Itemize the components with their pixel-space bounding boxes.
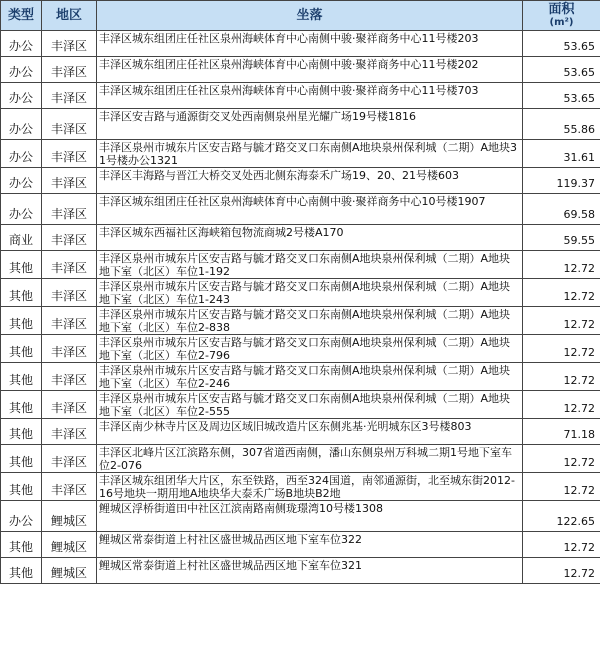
table-row [1, 532, 600, 558]
cell-type: 其他 [1, 473, 42, 501]
cell-area: 12.72 [523, 279, 600, 307]
cell-type: 办公 [1, 57, 42, 83]
cell-area: 119.37 [523, 168, 600, 194]
cell-location: 丰泽区城东组团庄任社区泉州海峡体育中心南侧中骏·聚祥商务中心10号楼1907 [97, 194, 523, 225]
cell-area: 12.72 [523, 363, 600, 391]
cell-area: 69.58 [523, 194, 600, 225]
cell-district: 鲤城区 [42, 501, 97, 532]
cell-location: 丰泽区城东组团庄任社区泉州海峡体育中心南侧中骏·聚祥商务中心11号楼202 [97, 57, 523, 83]
cell-location: 丰泽区城东西福社区海峡箱包物流商城2号楼A170 [97, 225, 523, 251]
cell-type: 其他 [1, 419, 42, 445]
table-row [1, 558, 600, 584]
table-row [1, 83, 600, 109]
cell-district: 丰泽区 [42, 335, 97, 363]
cell-area: 12.72 [523, 391, 600, 419]
cell-type: 其他 [1, 307, 42, 335]
cell-location: 丰泽区泉州市城东片区安吉路与毓才路交叉口东南侧A地块泉州保利城（二期）A地块地下室（北区）车位1-243 [97, 279, 523, 307]
cell-district: 丰泽区 [42, 251, 97, 279]
cell-location: 丰泽区城东组团庄任社区泉州海峡体育中心南侧中骏·聚祥商务中心11号楼203 [97, 31, 523, 57]
cell-type: 办公 [1, 83, 42, 109]
cell-type: 办公 [1, 194, 42, 225]
cell-district: 丰泽区 [42, 473, 97, 501]
cell-area: 12.72 [523, 251, 600, 279]
cell-area: 53.65 [523, 83, 600, 109]
cell-district: 鲤城区 [42, 532, 97, 558]
cell-area: 53.65 [523, 57, 600, 83]
cell-location: 丰泽区丰海路与晋江大桥交叉处西北侧东海泰禾广场19、20、21号楼603 [97, 168, 523, 194]
cell-location: 丰泽区南少林寺片区及周边区域旧城改造片区东侧兆基·光明城东区3号楼803 [97, 419, 523, 445]
cell-type: 其他 [1, 335, 42, 363]
table-row [1, 57, 600, 83]
table-row [1, 194, 600, 225]
cell-district: 丰泽区 [42, 445, 97, 473]
table-row [1, 31, 600, 57]
cell-area: 12.72 [523, 558, 600, 584]
header-row [1, 1, 600, 31]
cell-location: 丰泽区城东组团华大片区，东至铁路，西至324国道，南邻通源街，北至城东街2012-16号地块一期用地A地块华大泰禾广场B地块B2地 [97, 473, 523, 501]
table-row [1, 335, 600, 363]
header-district: 地区 [42, 1, 97, 31]
cell-district: 丰泽区 [42, 109, 97, 140]
cell-district: 丰泽区 [42, 194, 97, 225]
cell-location: 鲤城区常泰街道上村社区盛世城品西区地下室车位321 [97, 558, 523, 584]
cell-location: 丰泽区安吉路与通源街交叉处西南侧泉州星光耀广场19号楼1816 [97, 109, 523, 140]
cell-district: 丰泽区 [42, 363, 97, 391]
cell-location: 丰泽区泉州市城东片区安吉路与毓才路交叉口东南侧A地块泉州保利城（二期）A地块地下室（北区）车位2-555 [97, 391, 523, 419]
cell-area: 12.72 [523, 335, 600, 363]
cell-district: 丰泽区 [42, 279, 97, 307]
header-area [523, 1, 600, 31]
cell-location: 丰泽区泉州市城东片区安吉路与毓才路交叉口东南侧A地块泉州保利城（二期）A地块31号楼办公1321 [97, 140, 523, 168]
header-location: 坐落 [97, 1, 523, 31]
cell-type: 办公 [1, 501, 42, 532]
table-row [1, 168, 600, 194]
table-row [1, 419, 600, 445]
cell-location: 丰泽区北峰片区江滨路东侧，307省道西南侧，潘山东侧泉州万科城二期1号地下室车位2-076 [97, 445, 523, 473]
cell-area: 31.61 [523, 140, 600, 168]
header-type: 类型 [1, 1, 42, 31]
cell-location: 丰泽区泉州市城东片区安吉路与毓才路交叉口东南侧A地块泉州保利城（二期）A地块地下室（北区）车位2-838 [97, 307, 523, 335]
table-row [1, 473, 600, 501]
cell-area: 53.65 [523, 31, 600, 57]
table-row [1, 363, 600, 391]
cell-type: 办公 [1, 140, 42, 168]
header-area-unit: (m²) [549, 16, 574, 28]
cell-district: 丰泽区 [42, 57, 97, 83]
table-row [1, 307, 600, 335]
cell-location: 丰泽区泉州市城东片区安吉路与毓才路交叉口东南侧A地块泉州保利城（二期）A地块地下室（北区）车位1-192 [97, 251, 523, 279]
cell-district: 丰泽区 [42, 83, 97, 109]
table-row [1, 140, 600, 168]
table-row [1, 279, 600, 307]
cell-location: 丰泽区泉州市城东片区安吉路与毓才路交叉口东南侧A地块泉州保利城（二期）A地块地下室（北区）车位2-246 [97, 363, 523, 391]
cell-area: 71.18 [523, 419, 600, 445]
cell-district: 丰泽区 [42, 140, 97, 168]
cell-area: 12.72 [523, 473, 600, 501]
cell-area: 55.86 [523, 109, 600, 140]
cell-type: 其他 [1, 391, 42, 419]
cell-district: 鲤城区 [42, 558, 97, 584]
table-row [1, 445, 600, 473]
cell-district: 丰泽区 [42, 31, 97, 57]
cell-location: 丰泽区泉州市城东片区安吉路与毓才路交叉口东南侧A地块泉州保利城（二期）A地块地下室（北区）车位2-796 [97, 335, 523, 363]
cell-type: 商业 [1, 225, 42, 251]
cell-area: 122.65 [523, 501, 600, 532]
cell-location: 鲤城区浮桥街道田中社区江滨南路南侧珑璟湾10号楼1308 [97, 501, 523, 532]
cell-district: 丰泽区 [42, 307, 97, 335]
cell-district: 丰泽区 [42, 225, 97, 251]
cell-type: 办公 [1, 168, 42, 194]
cell-area: 12.72 [523, 307, 600, 335]
cell-type: 其他 [1, 363, 42, 391]
table-row [1, 251, 600, 279]
table-row [1, 501, 600, 532]
cell-location: 丰泽区城东组团庄任社区泉州海峡体育中心南侧中骏·聚祥商务中心11号楼703 [97, 83, 523, 109]
cell-type: 其他 [1, 251, 42, 279]
cell-location: 鲤城区常泰街道上村社区盛世城品西区地下室车位322 [97, 532, 523, 558]
cell-type: 办公 [1, 109, 42, 140]
cell-area: 59.55 [523, 225, 600, 251]
cell-type: 其他 [1, 445, 42, 473]
table-row [1, 391, 600, 419]
header-area-label: 面积 [548, 1, 575, 17]
cell-type: 其他 [1, 532, 42, 558]
table-row [1, 109, 600, 140]
cell-type: 办公 [1, 31, 42, 57]
cell-type: 其他 [1, 558, 42, 584]
cell-district: 丰泽区 [42, 419, 97, 445]
cell-area: 12.72 [523, 532, 600, 558]
cell-type: 其他 [1, 279, 42, 307]
table-row [1, 225, 600, 251]
cell-area: 12.72 [523, 445, 600, 473]
cell-district: 丰泽区 [42, 391, 97, 419]
cell-district: 丰泽区 [42, 168, 97, 194]
